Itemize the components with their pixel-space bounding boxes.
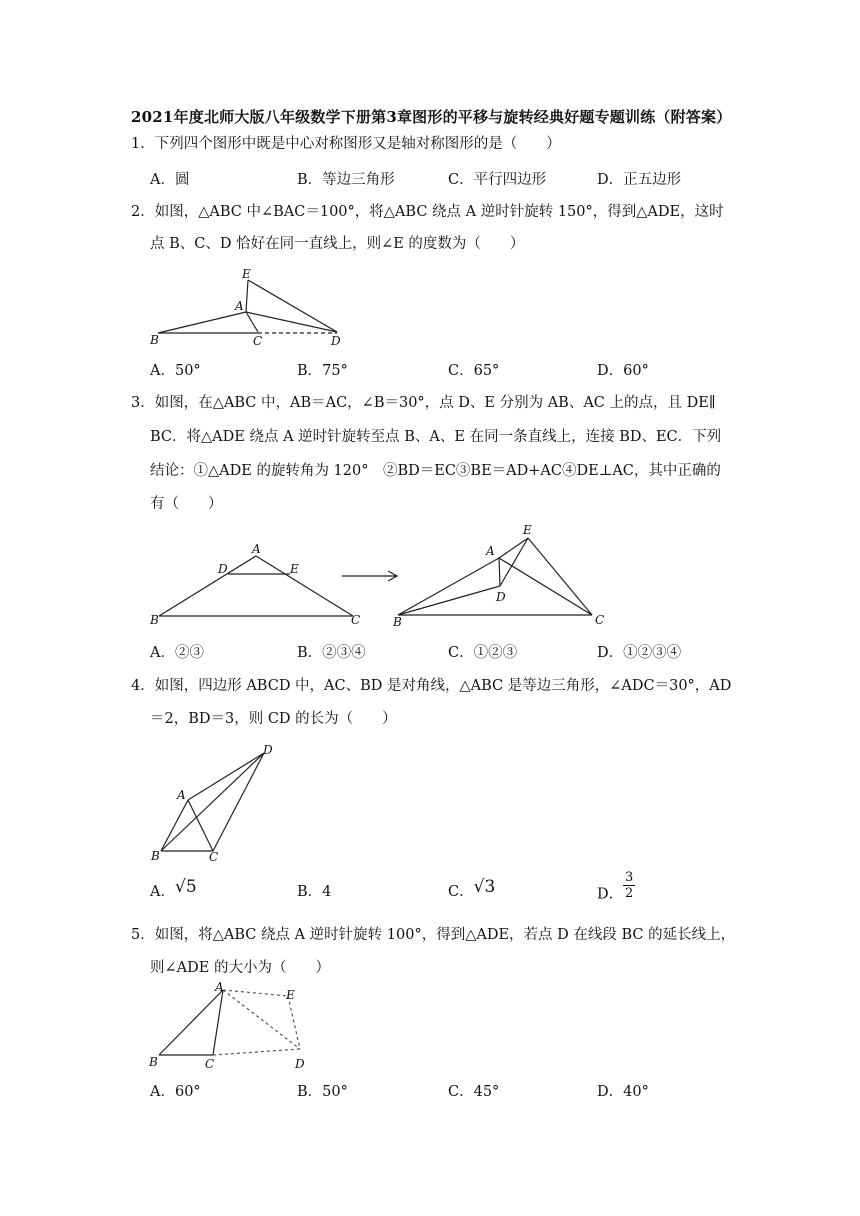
- question-4-text-line-1: 4．如图，四边形 ABCD 中，AC、BD 是对角线，△ABC 是等边三角形，∠ADC＝30°，AD: [131, 678, 732, 694]
- question-4-figure: [145, 744, 285, 866]
- label-b: B: [150, 613, 159, 627]
- label-d: D: [295, 1057, 305, 1071]
- label-d: D: [263, 743, 273, 757]
- label-c: C: [209, 850, 219, 864]
- label-d: D: [218, 562, 228, 576]
- math-sqrt-3: √3: [473, 877, 496, 897]
- label-c: C: [351, 613, 361, 627]
- label-b-rotated: B: [393, 615, 402, 629]
- question-3-text-line-3: 结论：①△ADE 的旋转角为 120° ②BD＝EC③BE＝AD+AC④DE⊥AC，其中正确的: [150, 463, 721, 479]
- label-b: B: [151, 849, 160, 863]
- math-fraction-3-2: $\frac{3}{2}$: [625, 870, 634, 901]
- label-e-rotated: E: [523, 523, 532, 537]
- label-a: A: [235, 299, 244, 313]
- question-2-figure: [145, 266, 355, 348]
- option-b[interactable]: B．②③④: [297, 645, 366, 661]
- label-d-rotated: D: [496, 590, 506, 604]
- label-b: B: [149, 1055, 158, 1069]
- question-3-text-line-2: BC．将△ADE 绕点 A 逆时针旋转至点 B、A、E 在同一条直线上，连接 BD、EC．下列: [150, 429, 722, 445]
- option-c[interactable]: C．45°: [448, 1084, 500, 1100]
- label-e: E: [242, 267, 251, 281]
- document-title: 2021年度北师大版八年级数学下册第3章图形的平移与旋转经典好题专题训练（附答案）: [131, 108, 732, 126]
- label-a: A: [215, 980, 224, 994]
- option-a[interactable]: A．50°: [150, 363, 201, 379]
- question-4-text-line-2: ＝2，BD＝3，则 CD 的长为（ ）: [150, 711, 397, 727]
- option-a[interactable]: A．圆: [150, 172, 190, 188]
- option-c[interactable]: C．平行四边形: [448, 172, 547, 188]
- question-3-text-line-1: 3．如图，在△ABC 中，AB＝AC，∠B＝30°，点 D、E 分别为 AB、AC 上的点，且 DE∥: [131, 395, 716, 411]
- label-a-rotated: A: [486, 544, 495, 558]
- question-5-text-line-1: 5．如图，将△ABC 绕点 A 逆时针旋转 100°，得到△ADE，若点 D 在线段 BC 的延长线上，: [131, 927, 736, 943]
- question-3-figure: [145, 520, 615, 630]
- option-c[interactable]: C．√3: [448, 877, 496, 900]
- math-sqrt-5: √5: [174, 877, 197, 897]
- option-d[interactable]: D．①②③④: [597, 645, 682, 661]
- question-2-text-line-2: 点 B、C、D 恰好在同一直线上，则∠E 的度数为（ ）: [150, 236, 525, 252]
- option-b[interactable]: B．4: [297, 884, 332, 900]
- label-e: E: [286, 988, 295, 1002]
- option-b[interactable]: B．等边三角形: [297, 172, 395, 188]
- label-c-rotated: C: [595, 613, 605, 627]
- option-c[interactable]: C．65°: [448, 363, 500, 379]
- question-5-text-line-2: 则∠ADE 的大小为（ ）: [150, 960, 330, 976]
- option-d[interactable]: D．正五边形: [597, 172, 682, 188]
- label-b: B: [150, 333, 159, 347]
- option-d[interactable]: D．40°: [597, 1084, 649, 1100]
- question-2-text-line-1: 2．如图，△ABC 中∠BAC＝100°，将△ABC 绕点 A 逆时针旋转 150°，得到△ADE，这时: [131, 204, 724, 220]
- label-a: A: [252, 542, 261, 556]
- option-a[interactable]: A．②③: [150, 645, 204, 661]
- option-c[interactable]: C．①②③: [448, 645, 518, 661]
- question-5-figure: [145, 980, 320, 1075]
- option-d[interactable]: D． $\frac{3}{2}$: [597, 870, 634, 903]
- question-1-text: 1．下列四个图形中既是中心对称图形又是轴对称图形的是（ ）: [131, 136, 561, 152]
- label-a: A: [177, 788, 186, 802]
- label-e: E: [290, 562, 299, 576]
- option-d[interactable]: D．60°: [597, 363, 649, 379]
- option-b[interactable]: B．50°: [297, 1084, 348, 1100]
- option-b[interactable]: B．75°: [297, 363, 348, 379]
- label-c: C: [253, 334, 263, 348]
- label-d: D: [331, 334, 341, 348]
- option-a[interactable]: A．60°: [150, 1084, 201, 1100]
- question-3-text-line-4: 有（ ）: [150, 496, 223, 512]
- option-a[interactable]: A．√5: [150, 877, 197, 900]
- label-c: C: [205, 1057, 215, 1071]
